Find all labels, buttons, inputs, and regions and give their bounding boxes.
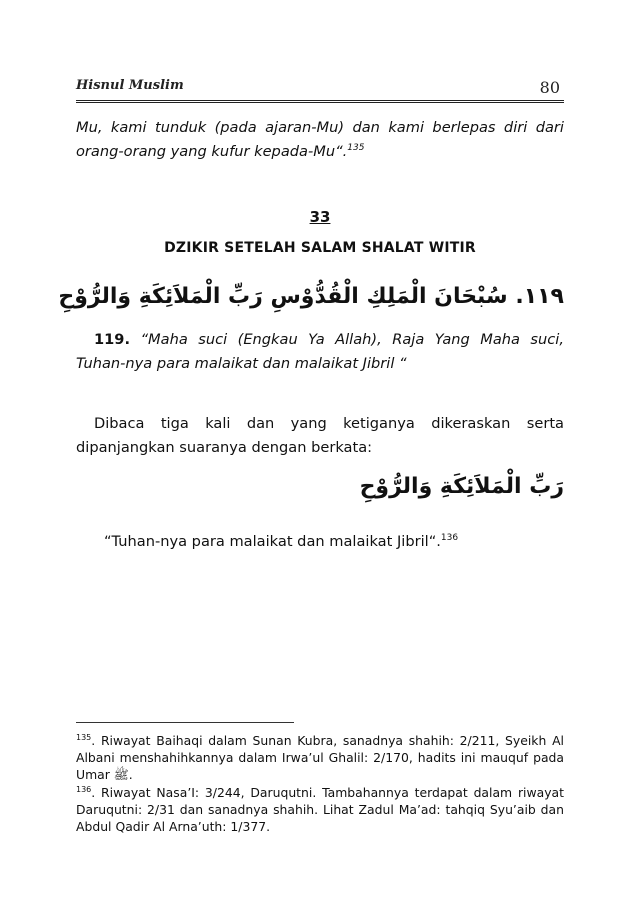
chapter-number: 33 [309, 208, 331, 226]
header-divider [76, 100, 564, 103]
footnote-text: . Riwayat Nasa’I: 3/244, Daruqutni. Tambahannya terdapat dalam riwayat Daruqutni: 2/31 dan sanadnya shahih. Lihat Zadul Ma’ad: tahqiq Syu’aib dan Abdul Qadir Al Arna’uth: 1/377. [76, 785, 564, 834]
footnote-136 [76, 784, 564, 835]
footnote-text: . Riwayat Baihaqi dalam Sunan Kubra, sanadnya shahih: 2/211, Syeikh Al Albani menshahihkannya dalam Irwa’ul Ghalil: 2/170, hadits ini mauquf pada Umar ﷺ. [76, 733, 564, 782]
dua2-translation-text: “Tuhan-nya para malaikat dan malaikat Jibril“. [104, 533, 441, 550]
arabic-dua-119: ١١٩. سُبْحَانَ الْمَلِكِ الْقُدُّوْسِ رَبِّ الْمَلاَئِكَةِ وَالرُّوْحِ [58, 284, 564, 309]
intro-paragraph [76, 116, 564, 164]
footnote-mark: 135 [76, 732, 92, 742]
intro-text: Mu, kami tunduk (pada ajaran-Mu) dan kami berlepas diri dari orang-orang yang kufur kepada-Mu“. [76, 119, 564, 160]
dua-translation-text: “Maha suci (Engkau Ya Allah), Raja Yang Maha suci, Tuhan-nya para malaikat dan malaikat Jibril “ [76, 331, 564, 372]
arabic-dua-short: رَبِّ الْمَلاَئِكَةِ وَالرُّوْحِ [359, 474, 564, 499]
footnote-135 [76, 732, 564, 783]
footnote-ref-135[interactable]: 135 [347, 143, 365, 154]
book-title: Hisnul Muslim [76, 78, 184, 93]
instruction-text: Dibaca tiga kali dan yang ketiganya dikeraskan serta dipanjangkan suaranya dengan berkata: [76, 415, 564, 456]
chapter-title: DZIKIR SETELAH SALAM SHALAT WITIR [164, 240, 476, 256]
page-header [76, 76, 564, 102]
dua2-translation [76, 530, 564, 554]
dua-translation [76, 328, 564, 376]
footnote-ref-136[interactable]: 136 [440, 533, 459, 544]
footnote-divider [76, 722, 294, 723]
footnote-mark: 136 [76, 784, 92, 794]
page-number: 80 [539, 78, 560, 97]
dua-number: 119. [94, 331, 131, 348]
instruction-paragraph [76, 412, 564, 460]
